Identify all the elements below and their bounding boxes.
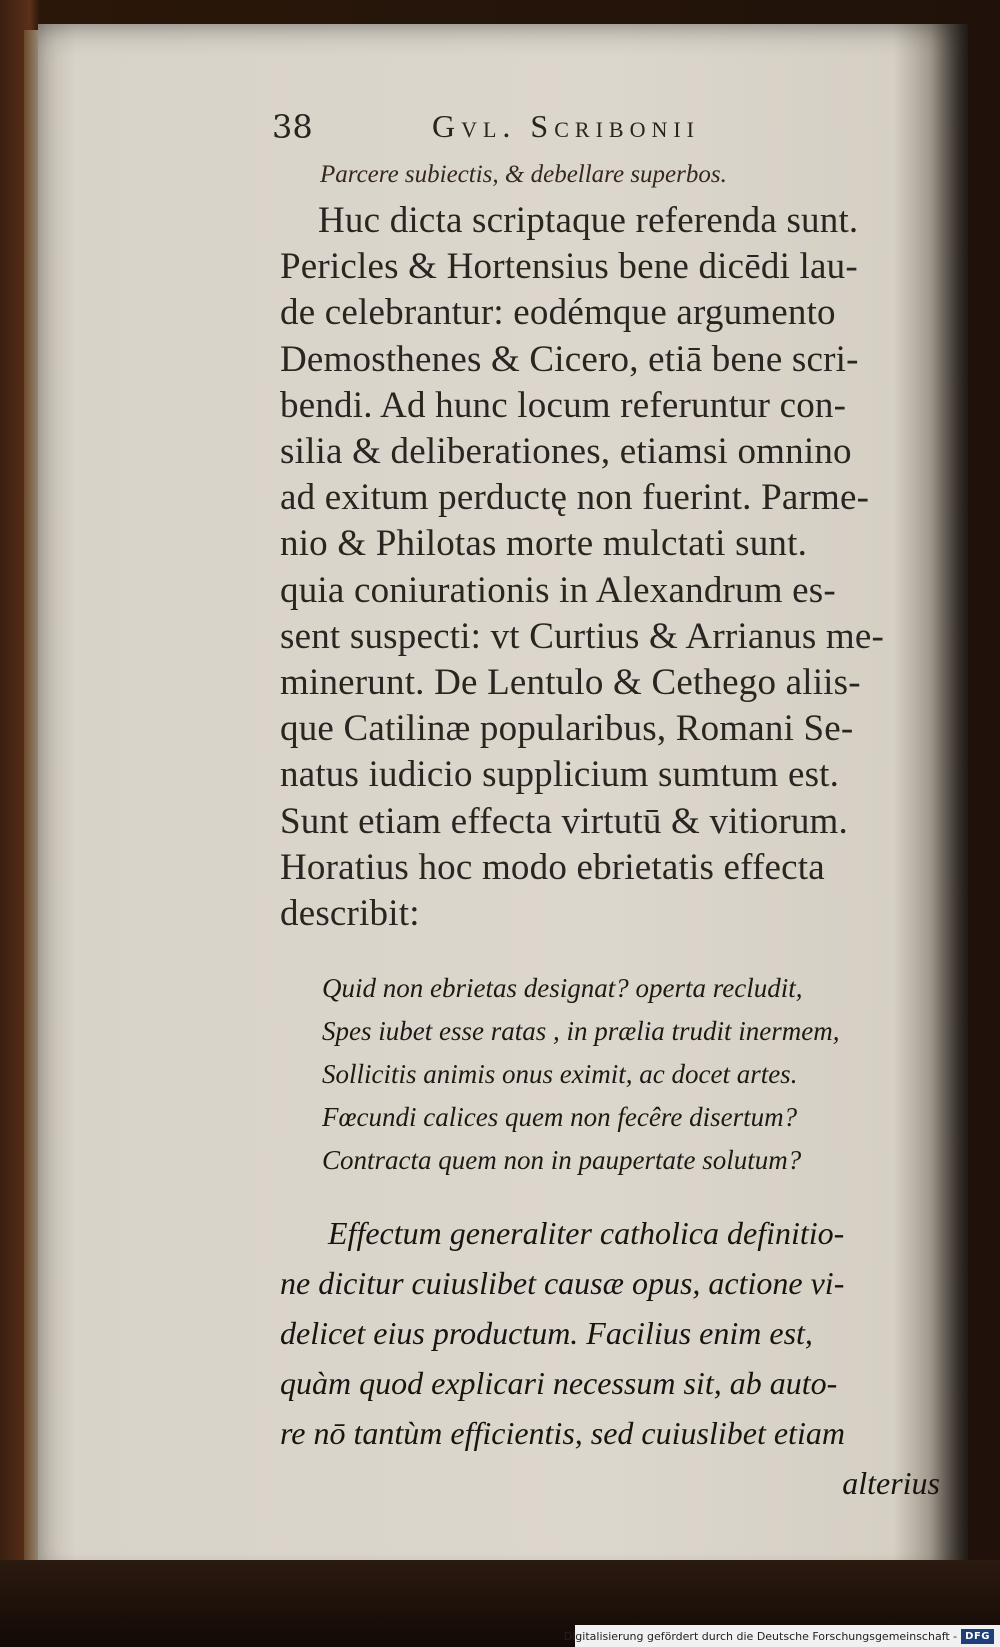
text-line: bendi. Ad hunc locum referuntur con- [280,384,847,426]
running-title: Gvl. Scribonii [432,108,701,144]
text-line: Effectum generaliter catholica definitio- [328,1215,845,1252]
text-line: sent suspecti: vt Curtius & Arrianus me- [280,615,885,657]
roman-paragraph [280,198,960,937]
text-line: describit: [280,893,420,935]
text-line: quia coniurationis in Alexandrum es- [280,569,836,611]
text-line: nio & Philotas morte mulctati sunt. [280,523,808,565]
poem-line: Sollicitis animis onus eximit, ac docet artes. [322,1059,798,1090]
text-line: Horatius hoc modo ebrietatis effecta [280,846,825,888]
poem-line: Contracta quem non in paupertate solutum? [322,1145,802,1176]
page-number: 38 [272,108,313,146]
text-line: re nō tantùm efficientis, sed cuiuslibet etiam [280,1415,845,1452]
catchword: alterius [842,1465,940,1502]
italic-paragraph [280,1208,960,1508]
verse-head-line: Parcere subiectis, & debellare superbos. [320,161,727,188]
dfg-logo-icon: DFG [961,1629,994,1644]
footer-credit: Digitalisierung gefördert durch die Deutsche Forschungsgemeinschaft - [563,1629,958,1643]
text-line: de celebrantur: eodémque argumento [280,292,836,334]
digitization-footer [563,1625,1000,1647]
text-line: Sunt etiam effecta virtutū & vitiorum. [280,800,848,842]
poem-line: Fœcundi calices quem non fecêre disertum? [322,1102,798,1133]
horace-quotation [280,967,960,1182]
text-line: silia & deliberationes, etiamsi omnino [280,431,852,473]
poem-line: Quid non ebrietas designat? operta recludit, [322,973,803,1004]
text-line: natus iudicio supplicium sumtum est. [280,754,840,796]
text-line: que Catilinæ popularibus, Romani Se- [280,708,854,750]
text-line: ad exitum perductę non fuerint. Parme- [280,477,870,519]
text-line: Demosthenes & Cicero, etiā bene scri- [280,338,859,380]
text-line: ne dicitur cuiuslibet causæ opus, actione vi- [280,1265,845,1302]
poem-line: Spes iubet esse ratas , in prælia trudit inermem, [322,1016,840,1047]
text-line: delicet eius productum. Facilius enim est, [280,1315,813,1352]
page-text [280,158,960,1508]
text-line: Pericles & Hortensius bene dicēdi lau- [280,246,858,288]
text-line: quàm quod explicari necessum sit, ab auto- [280,1365,838,1402]
text-line: minerunt. De Lentulo & Cethego aliis- [280,662,861,704]
text-line: Huc dicta scriptaque referenda sunt. [318,200,859,241]
page-header [272,108,792,156]
